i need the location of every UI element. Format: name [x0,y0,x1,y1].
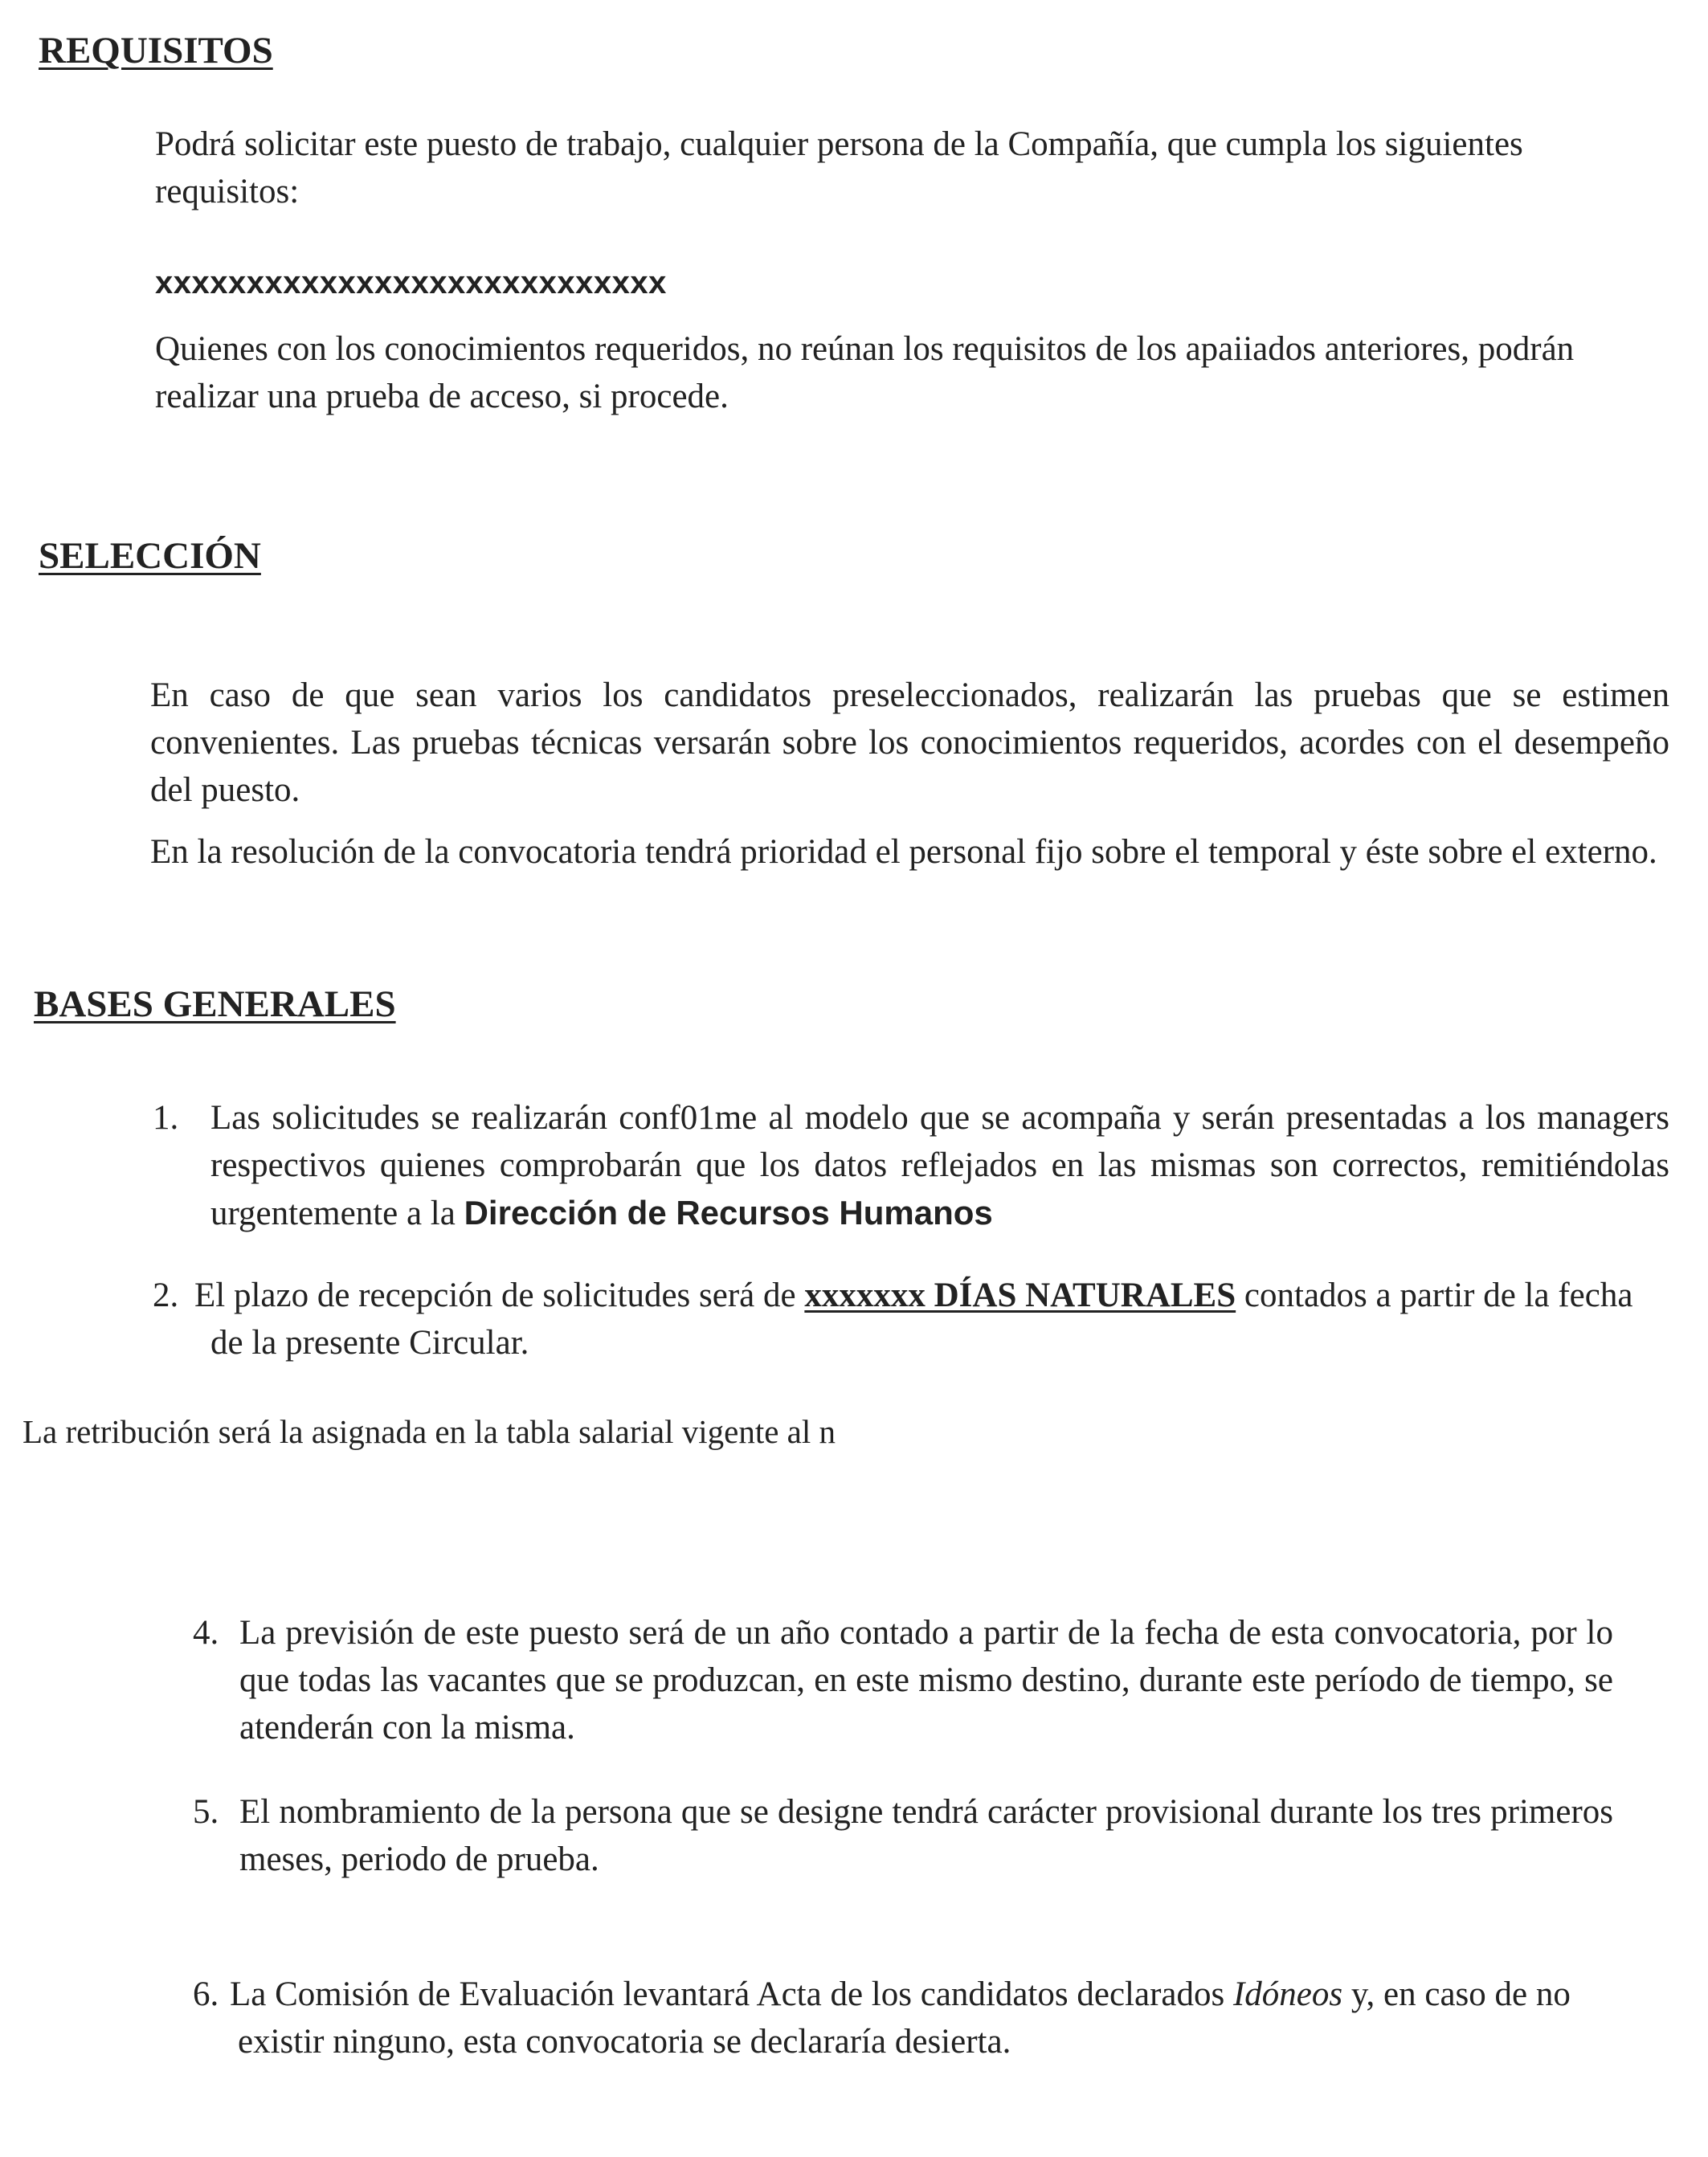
item2-emphasis-deadline: xxxxxxx DÍAS NATURALES [804,1277,1236,1314]
item6-text-after: y, en caso de no existir ninguno, esta convocatoria se declararía desierta. [238,1975,1571,2061]
item6-italic-idoneos: Idóneos [1232,1975,1343,2013]
list-item-1 [153,1094,1669,1237]
list-item-6 [193,1971,1591,2065]
item2-text-before: El plazo de recepción de solicitudes será de [194,1277,805,1314]
list-item-2 [153,1272,1669,1367]
list-item-number: 4. [193,1614,219,1652]
retribucion-line: La retribución será la asignada en la tabla salarial vigente al n [22,1413,836,1450]
list-item-4 [193,1609,1613,1751]
requisitos-intro: Podrá solicitar este puesto de trabajo, cualquier persona de la Compañía, que cumpla los siguientes requisitos: [155,125,1523,210]
seleccion-paragraph-1: En caso de que sean varios los candidatos preseleccionados, realizarán las pruebas que se estimen convenientes. Las pruebas técnicas versarán sobre los conocimientos requeridos, acordes con el desempeño del puesto. [150,676,1669,809]
list-item-number: 1. [153,1099,179,1137]
requisitos-note: Quienes con los conocimientos requeridos, no reúnan los requisitos de los apaiiados anteriores, podrán realizar una prueba de acceso, si procede. [155,330,1575,415]
list-item-text [153,1094,1669,1237]
list-item-text: El nombramiento de la persona que se designe tendrá carácter provisional durante los tres primeros meses, periodo de prueba. [239,1793,1613,1878]
item1-bold-department: Dirección de Recursos Humanos [464,1194,993,1232]
list-item-text [193,1971,1591,2065]
heading-bases-generales: BASES GENERALES [34,983,396,1025]
requisitos-placeholder: xxxxxxxxxxxxxxxxxxxxxxxxxxxx [155,265,667,300]
item1-text: Las solicitudes se realizarán conf01me al modelo que se acompaña y serán presentadas a los managers respectivos quienes comprobarán que los datos reflejados en las mismas son correctos, remitiéndolas urgentemente a la [210,1099,1669,1232]
heading-requisitos: REQUISITOS [39,30,273,71]
list-item-number: 6. [193,1975,219,2013]
list-item-text: La previsión de este puesto será de un año contado a partir de la fecha de esta convocatoria, por lo que todas las vacantes que se produzcan, en este mismo destino, durante este período de tiempo, se atenderán con la misma. [239,1614,1613,1746]
item2-text-after: contados a partir de la fecha de la presente Circular. [210,1277,1633,1362]
list-item-text [153,1272,1669,1367]
seleccion-paragraph-2: En la resolución de la convocatoria tendrá prioridad el personal fijo sobre el temporal y éste sobre el externo. [150,833,1657,871]
heading-seleccion: SELECCIÓN [39,535,261,577]
list-item-number: 2. [153,1277,179,1314]
list-item-5 [193,1788,1613,1883]
list-item-number: 5. [193,1793,219,1831]
item6-text-before: La Comisión de Evaluación levantará Acta de los candidatos declarados [230,1975,1233,2013]
